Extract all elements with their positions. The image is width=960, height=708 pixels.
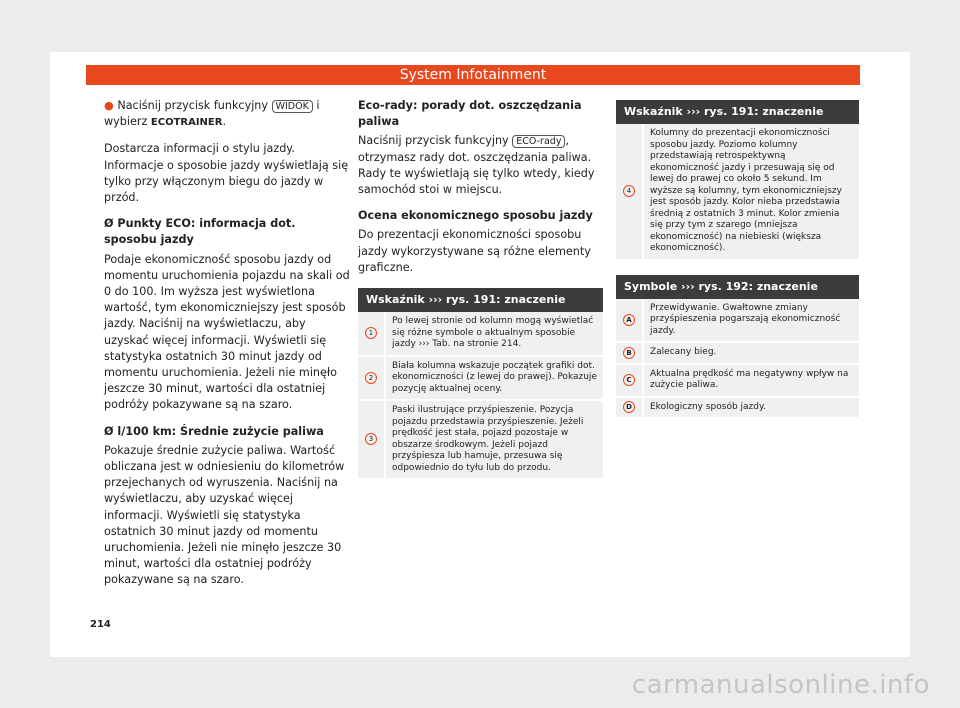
column-1 <box>104 98 350 599</box>
table-body <box>616 299 859 420</box>
indicator-table-continued <box>616 100 859 261</box>
table-row <box>616 365 859 398</box>
page-number: 214 <box>90 619 111 630</box>
instruction-widok: ● Naciśnij przycisk funkcyjny WIDOK i wybierz ECOTRAINER. <box>104 99 320 129</box>
callout-number: 3 <box>365 433 377 445</box>
callout-number: 1 <box>365 327 377 339</box>
table-cell: Zalecany bieg. <box>644 343 859 365</box>
callout-number: 4 <box>623 185 635 197</box>
table-row <box>358 357 603 402</box>
symbols-table <box>616 275 859 420</box>
widok-key: WIDOK <box>272 100 313 113</box>
heading-driving-evaluation: Ocena ekonomicznego sposobu jazdy <box>358 209 593 223</box>
table-row <box>616 343 859 365</box>
paragraph: Pokazuje średnie zużycie paliwa. Wartość obliczana jest w odniesieniu do kilometrów przejechanych od wyruszenia. Naciśnij na wyświetlaczu, aby uzyskać więcej informacji. Wyświetli się statystyka ostatnich 30 minut jazdy od momentu uruchomienia. Jeżeli nie minęło jeszcze 30 minut, wartości dla ostatniej podróży pokazywane są na szaro. <box>104 443 345 587</box>
table-row <box>358 401 603 480</box>
section-header: System Infotainment <box>86 65 860 85</box>
table-row <box>616 299 859 344</box>
paragraph: Dostarcza informacji o stylu jazdy. Informacje o sposobie jazdy wyświetlają się tylko przy włączonym biegu do jazdy w przód. <box>104 142 349 205</box>
table-cell: Aktualna prędkość ma negatywny wpływ na zużycie paliwa. <box>644 365 859 398</box>
table-cell: Kolumny do prezentacji ekonomiczności sposobu jazdy. Poziomo kolumny przedstawiają retrospektywną ekonomiczność jazdy i przesuwają się od lewej do prawej co około 5 sekund. Im wyższe są kolumny, tym ekonomiczniejszy jest sposób jazdy. Kolor nieba przedstawia średnią z ostatnich 3 minut. Kolor zmienia się przy tym z szarego (mniejsza ekonomiczność) na niebieski (większa ekonomiczność). <box>644 124 859 261</box>
paragraph: Podaje ekonomiczność sposobu jazdy od momentu uruchomienia pojazdu na skali od 0 do 100. Im wyższa jest wyświetlona wartość, tym ekonomiczniejszy jest sposób jazdy. Naciśnij na wyświetlaczu, aby uzyskać więcej informacji. Wyświetli się statystyka ostatnich 30 minut jazdy od momentu uruchomienia. Jeżeli nie minęło jeszcze 30 minut, wartości dla ostatniej podróży pokazywane są na szaro. <box>104 252 350 412</box>
table-title: Wskaźnik ››› rys. 191: znaczenie <box>616 100 859 124</box>
table-title: Symbole ››› rys. 192: znaczenie <box>616 275 859 299</box>
paragraph: Do prezentacji ekonomiczności sposobu jazdy wykorzystywane są różne elementy graficzne. <box>358 228 591 274</box>
instruction-eco-rady: Naciśnij przycisk funkcyjny ECO-rady , otrzymasz rady dot. oszczędzania paliwa. Rady te wyświetlają się tylko wtedy, kiedy samochód stoi w miejscu. <box>358 134 595 197</box>
heading-eco-points: Ø Punkty ECO: informacja dot. sposobu jazdy <box>104 217 296 247</box>
table-body <box>358 312 603 480</box>
symbol-letter: D <box>623 401 635 413</box>
column-2 <box>358 98 603 480</box>
table-row <box>616 124 859 261</box>
heading-eco-tips: Eco-rady: porady dot. oszczędzania paliwa <box>358 99 582 129</box>
table-cell: Paski ilustrujące przyśpieszenie. Pozycja pojazdu przedstawia przyśpieszenie. Jeżeli prędkość jest stała, pojazd pozostaje w obszarze środkowym. Jeżeli pojazd przyśpiesza lub hamuje, przesuwa się odpowiednio do tyłu lub do przodu. <box>386 401 603 480</box>
table-cell: Ekologiczny sposób jazdy. <box>644 398 859 420</box>
heading-fuel-consumption: Ø l/100 km: Średnie zużycie paliwa <box>104 424 324 438</box>
table-cell: Przewidywanie. Gwałtowne zmiany przyśpieszenia pogarszają ekonomiczność jazdy. <box>644 299 859 344</box>
table-row <box>616 398 859 420</box>
bullet-icon: ● <box>104 99 114 112</box>
table-body <box>616 124 859 261</box>
symbol-letter: C <box>623 374 635 386</box>
table-row <box>358 312 603 357</box>
symbol-letter: A <box>623 314 635 326</box>
table-title: Wskaźnik ››› rys. 191: znaczenie <box>358 288 603 312</box>
indicator-table <box>358 288 603 480</box>
column-3 <box>616 100 859 419</box>
table-cell: Po lewej stronie od kolumn mogą wyświetlać się różne symbole o aktualnym sposobie jazdy ››› Tab. na stronie 214. <box>386 312 603 357</box>
ecotrainer-code: ECOTRAINER <box>150 117 223 129</box>
callout-number: 2 <box>365 372 377 384</box>
symbol-letter: B <box>623 347 635 359</box>
table-cell: Biała kolumna wskazuje początek grafiki dot. ekonomiczności (z lewej do prawej). Pokazuje pozycję aktualnej oceny. <box>386 357 603 402</box>
eco-rady-key: ECO-rady <box>512 135 565 148</box>
watermark: carmanualsonline.info <box>631 670 930 700</box>
